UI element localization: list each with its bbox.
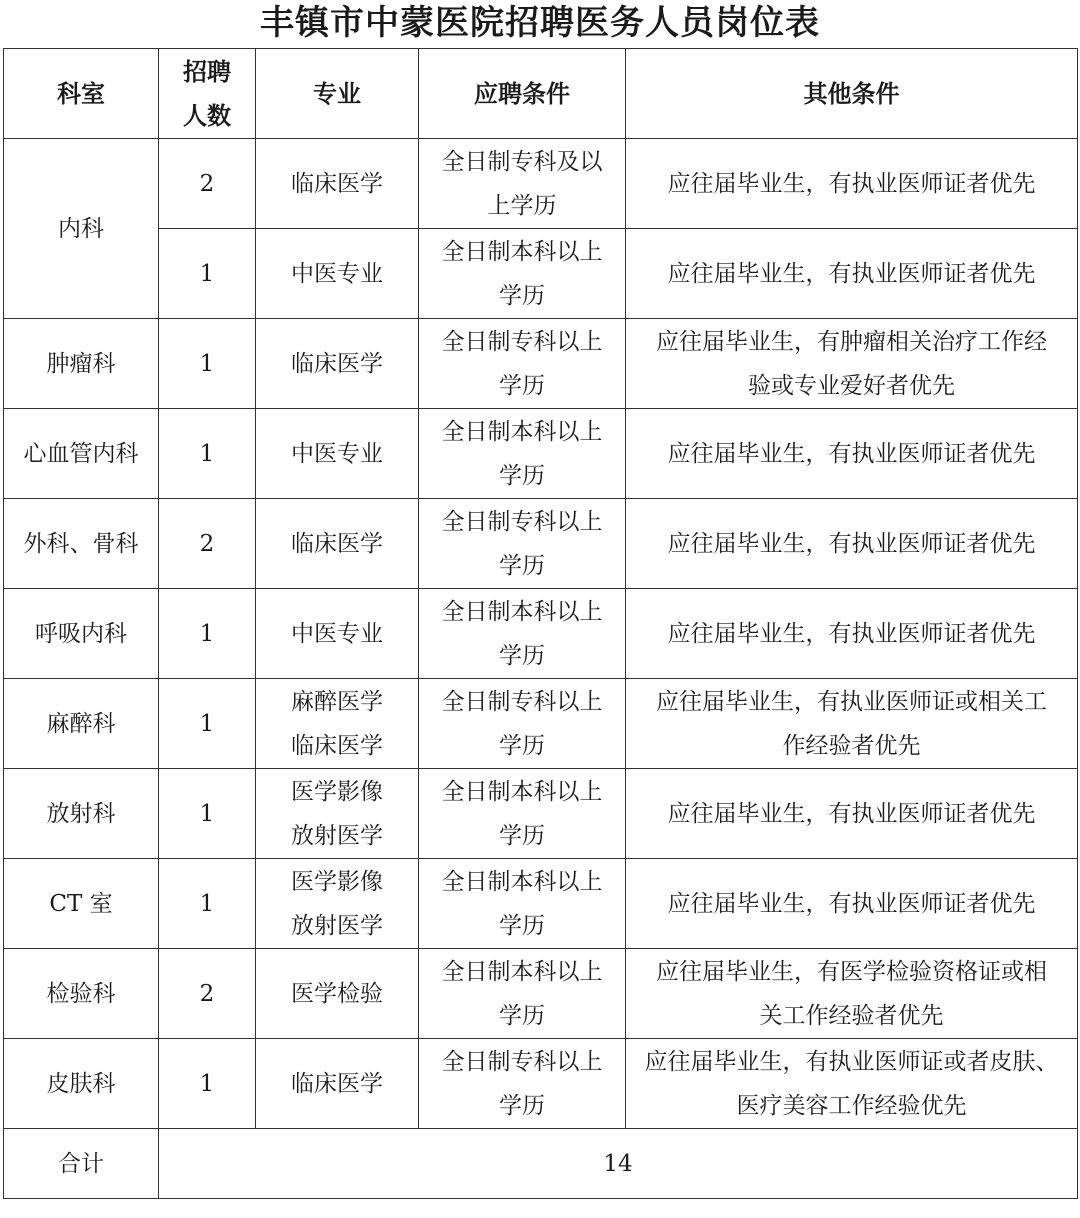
- requirement-line: 学历: [499, 1092, 545, 1119]
- major-cell: [256, 769, 419, 859]
- other-line: 关工作经验者优先: [759, 1002, 944, 1029]
- requirement-line: 学历: [499, 732, 545, 759]
- requirement-cell: [419, 409, 626, 499]
- dept-cell: 呼吸内科: [4, 589, 159, 679]
- major-cell: [256, 1039, 419, 1129]
- requirement-line: 学历: [499, 642, 545, 669]
- requirement-line: 全日制本科以上: [441, 598, 603, 625]
- major-line: 临床医学: [291, 1070, 383, 1097]
- major-cell: [256, 409, 419, 499]
- dept-cell: 放射科: [4, 769, 159, 859]
- count-cell: 1: [159, 1039, 256, 1129]
- table-row: [4, 589, 1078, 679]
- count-cell: 1: [159, 859, 256, 949]
- count-cell: 1: [159, 589, 256, 679]
- requirement-line: 学历: [499, 1002, 545, 1029]
- other-cell: [626, 139, 1078, 229]
- count-cell: 2: [159, 949, 256, 1039]
- other-cell: [626, 679, 1078, 769]
- requirement-cell: [419, 589, 626, 679]
- count-cell: 1: [159, 409, 256, 499]
- major-line: 中医专业: [291, 620, 383, 647]
- header-count: [159, 49, 256, 139]
- requirement-line: 上学历: [487, 192, 557, 219]
- header-dept: 科室: [4, 49, 159, 139]
- other-line: 应往届毕业生，有肿瘤相关治疗工作经: [656, 328, 1047, 355]
- table-row: [4, 859, 1078, 949]
- other-line: 应往届毕业生，有执业医师证者优先: [667, 890, 1036, 917]
- other-cell: [626, 499, 1078, 589]
- count-cell: 2: [159, 499, 256, 589]
- other-line: 应往届毕业生，有执业医师证者优先: [667, 170, 1036, 197]
- major-line: 放射医学: [291, 822, 383, 849]
- other-cell: [626, 409, 1078, 499]
- table-row: [4, 679, 1078, 769]
- other-line: 应往届毕业生，有执业医师证者优先: [667, 620, 1036, 647]
- requirement-cell: [419, 949, 626, 1039]
- requirement-cell: [419, 139, 626, 229]
- major-cell: [256, 139, 419, 229]
- requirement-line: 学历: [499, 372, 545, 399]
- major-cell: [256, 859, 419, 949]
- other-line: 应往届毕业生，有执业医师证者优先: [667, 440, 1036, 467]
- other-line: 应往届毕业生，有执业医师证者优先: [667, 260, 1036, 287]
- requirement-line: 全日制专科及以: [441, 148, 603, 175]
- dept-cell: 检验科: [4, 949, 159, 1039]
- requirement-cell: [419, 769, 626, 859]
- major-line: 中医专业: [291, 260, 383, 287]
- other-cell: [626, 229, 1078, 319]
- dept-cell: 内科: [4, 139, 159, 319]
- requirement-line: 全日制专科以上: [441, 688, 603, 715]
- major-line: 医学影像: [291, 778, 383, 805]
- major-line: 临床医学: [291, 530, 383, 557]
- requirement-line: 全日制本科以上: [441, 868, 603, 895]
- other-line: 医疗美容工作经验优先: [736, 1092, 967, 1119]
- total-value: 14: [159, 1129, 1078, 1199]
- requirement-cell: [419, 229, 626, 319]
- header-major: 专业: [256, 49, 419, 139]
- dept-cell: 肿瘤科: [4, 319, 159, 409]
- requirement-cell: [419, 1039, 626, 1129]
- table-row: [4, 229, 1078, 319]
- table-row: [4, 139, 1078, 229]
- requirement-line: 学历: [499, 912, 545, 939]
- other-line: 应往届毕业生，有执业医师证者优先: [667, 530, 1036, 557]
- major-cell: [256, 679, 419, 769]
- major-line: 临床医学: [291, 350, 383, 377]
- count-cell: 1: [159, 679, 256, 769]
- major-line: 中医专业: [291, 440, 383, 467]
- requirement-line: 学历: [499, 282, 545, 309]
- other-cell: [626, 949, 1078, 1039]
- other-line: 作经验者优先: [782, 732, 921, 759]
- requirement-line: 全日制专科以上: [441, 1048, 603, 1075]
- requirement-line: 全日制本科以上: [441, 958, 603, 985]
- other-line: 应往届毕业生，有医学检验资格证或相: [656, 958, 1047, 985]
- major-line: 医学检验: [291, 980, 383, 1007]
- requirement-line: 全日制专科以上: [441, 508, 603, 535]
- header-count-line-1: 招聘: [183, 57, 231, 86]
- table-row: [4, 499, 1078, 589]
- requirement-line: 全日制本科以上: [441, 418, 603, 445]
- other-line: 应往届毕业生，有执业医师证或者皮肤、: [644, 1048, 1059, 1075]
- other-cell: [626, 1039, 1078, 1129]
- other-cell: [626, 859, 1078, 949]
- table-row: [4, 949, 1078, 1039]
- other-cell: [626, 769, 1078, 859]
- major-line: 临床医学: [291, 170, 383, 197]
- dept-cell: CT 室: [4, 859, 159, 949]
- count-cell: 1: [159, 229, 256, 319]
- dept-cell: 心血管内科: [4, 409, 159, 499]
- count-cell: 1: [159, 319, 256, 409]
- requirement-cell: [419, 499, 626, 589]
- dept-cell: 麻醉科: [4, 679, 159, 769]
- requirement-cell: [419, 859, 626, 949]
- table-row: [4, 1039, 1078, 1129]
- major-cell: [256, 589, 419, 679]
- table-row: [4, 319, 1078, 409]
- major-line: 临床医学: [291, 732, 383, 759]
- requirement-line: 全日制专科以上: [441, 328, 603, 355]
- header-requirement: 应聘条件: [419, 49, 626, 139]
- header-other: 其他条件: [626, 49, 1078, 139]
- other-cell: [626, 589, 1078, 679]
- major-cell: [256, 499, 419, 589]
- total-row: [4, 1129, 1078, 1199]
- requirement-cell: [419, 319, 626, 409]
- requirement-line: 全日制本科以上: [441, 778, 603, 805]
- count-cell: 1: [159, 769, 256, 859]
- header-count-line-2: 人数: [183, 101, 231, 130]
- other-line: 应往届毕业生，有执业医师证者优先: [667, 800, 1036, 827]
- count-cell: 2: [159, 139, 256, 229]
- major-cell: [256, 319, 419, 409]
- table-row: [4, 769, 1078, 859]
- dept-cell: 外科、骨科: [4, 499, 159, 589]
- recruitment-table: [3, 48, 1078, 1199]
- major-cell: [256, 229, 419, 319]
- page-title: 丰镇市中蒙医院招聘医务人员岗位表: [260, 3, 820, 43]
- major-cell: [256, 949, 419, 1039]
- requirement-line: 全日制本科以上: [441, 238, 603, 265]
- major-line: 放射医学: [291, 912, 383, 939]
- other-cell: [626, 319, 1078, 409]
- table-row: [4, 409, 1078, 499]
- other-line: 验或专业爱好者优先: [748, 372, 955, 399]
- requirement-cell: [419, 679, 626, 769]
- total-label: 合计: [4, 1129, 159, 1199]
- requirement-line: 学历: [499, 552, 545, 579]
- requirement-line: 学历: [499, 822, 545, 849]
- major-line: 麻醉医学: [291, 688, 383, 715]
- other-line: 应往届毕业生，有执业医师证或相关工: [656, 688, 1047, 715]
- dept-cell: 皮肤科: [4, 1039, 159, 1129]
- major-line: 医学影像: [291, 868, 383, 895]
- requirement-line: 学历: [499, 462, 545, 489]
- header-row: [4, 49, 1078, 139]
